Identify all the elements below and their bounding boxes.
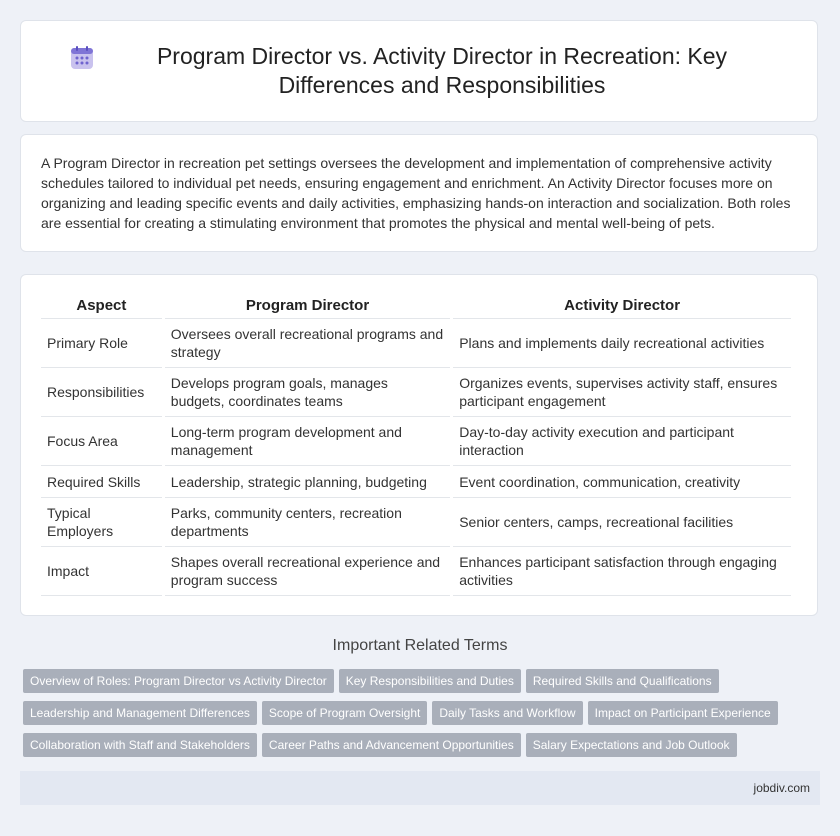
row-activity-director: Plans and implements daily recreational activities — [453, 319, 791, 368]
row-program-director: Oversees overall recreational programs and strategy — [165, 319, 450, 368]
table-header-row — [41, 293, 791, 319]
table-row — [41, 417, 791, 466]
row-program-director: Develops program goals, manages budgets, coordinates teams — [165, 368, 450, 417]
row-aspect: Responsibilities — [41, 368, 162, 417]
row-aspect: Typical Employers — [41, 498, 162, 547]
row-activity-director: Enhances participant satisfaction through engaging activities — [453, 547, 791, 596]
related-term-tag[interactable]: Key Responsibilities and Duties — [339, 669, 521, 693]
row-program-director: Shapes overall recreational experience and program success — [165, 547, 450, 596]
related-term-tag[interactable]: Overview of Roles: Program Director vs Activity Director — [23, 669, 334, 693]
row-program-director: Leadership, strategic planning, budgeting — [165, 466, 450, 498]
row-activity-director: Organizes events, supervises activity staff, ensures participant engagement — [453, 368, 791, 417]
row-aspect: Required Skills — [41, 466, 162, 498]
table-row — [41, 319, 791, 368]
comparison-card — [20, 274, 818, 616]
footer — [20, 771, 820, 805]
row-activity-director: Event coordination, communication, creativity — [453, 466, 791, 498]
related-term-tag[interactable]: Leadership and Management Differences — [23, 701, 257, 725]
table-row — [41, 498, 791, 547]
row-aspect: Impact — [41, 547, 162, 596]
footer-site-link[interactable]: jobdiv.com — [753, 781, 810, 795]
row-program-director: Parks, community centers, recreation departments — [165, 498, 450, 547]
table-row — [41, 547, 791, 596]
related-terms-title: Important Related Terms — [332, 637, 508, 654]
row-program-director: Long-term program development and management — [165, 417, 450, 466]
intro-paragraph: A Program Director in recreation pet settings oversees the development and implementation of comprehensive activity schedules tailored to individual pet needs, ensuring engagement and enrichment. An Activity Director focuses more on organizing and leading specific events and daily activities, emphasizing hands-on interaction and socialization. Both roles are essential for creating a stimulating environment that promotes the physical and mental well-being of pets. — [41, 155, 791, 231]
title-card — [20, 20, 818, 122]
related-term-tag[interactable]: Required Skills and Qualifications — [526, 669, 719, 693]
table-row — [41, 466, 791, 498]
table-row — [41, 368, 791, 417]
related-term-tag[interactable]: Impact on Participant Experience — [588, 701, 778, 725]
header-program-director: Program Director — [165, 293, 450, 319]
header-activity-director: Activity Director — [453, 293, 791, 319]
row-aspect: Primary Role — [41, 319, 162, 368]
title-wrap — [69, 42, 769, 100]
related-terms-list — [23, 669, 823, 765]
calendar-icon — [69, 45, 95, 71]
related-term-tag[interactable]: Salary Expectations and Job Outlook — [526, 733, 737, 757]
related-term-tag[interactable]: Collaboration with Staff and Stakeholders — [23, 733, 257, 757]
page-title: Program Director vs. Activity Director in Recreation: Key Differences and Responsibilities — [156, 43, 728, 98]
row-activity-director: Day-to-day activity execution and participant interaction — [453, 417, 791, 466]
intro-card — [20, 134, 818, 252]
row-activity-director: Senior centers, camps, recreational facilities — [453, 498, 791, 547]
related-term-tag[interactable]: Scope of Program Oversight — [262, 701, 427, 725]
related-term-tag[interactable]: Career Paths and Advancement Opportunities — [262, 733, 521, 757]
header-aspect: Aspect — [41, 293, 162, 319]
related-term-tag[interactable]: Daily Tasks and Workflow — [432, 701, 582, 725]
comparison-table — [38, 293, 794, 596]
row-aspect: Focus Area — [41, 417, 162, 466]
